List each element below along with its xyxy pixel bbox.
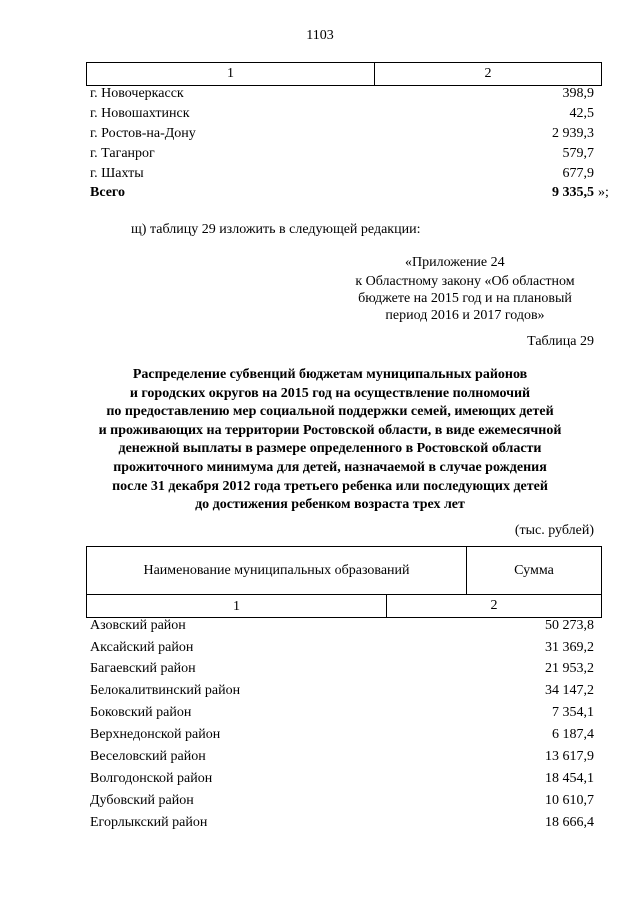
row-name: г. Новочеркасск	[90, 86, 184, 101]
row-value: 34 147,2	[545, 683, 594, 698]
amendment-paragraph: щ) таблицу 29 изложить в следующей редакции:	[131, 222, 421, 237]
row-value: 21 953,2	[545, 661, 594, 676]
heading-line: и городских округов на 2015 год на осуществление полномочий	[129, 385, 531, 401]
row-name: Аксайский район	[90, 640, 194, 655]
row-name: Егорлыкский район	[90, 815, 208, 830]
appendix-line: к Областному закону «Об областном	[355, 274, 575, 289]
row-value: 6 187,4	[552, 727, 594, 742]
row-value: 2 939,3	[552, 126, 594, 141]
table-row	[90, 661, 594, 681]
row-name: Боковский район	[90, 705, 192, 720]
row-value: 18 666,4	[545, 815, 594, 830]
row-value: 579,7	[562, 146, 594, 161]
table-row	[90, 683, 594, 703]
main-table-header	[86, 546, 602, 618]
total-value: 9 335,5	[552, 185, 594, 200]
table-row	[90, 86, 594, 106]
col-number-1: 1	[87, 595, 387, 617]
row-value: 18 454,1	[545, 771, 594, 786]
table-name: Таблица 29	[527, 334, 594, 349]
closing-quote: »;	[598, 185, 609, 200]
row-value: 31 369,2	[545, 640, 594, 655]
row-value: 7 354,1	[552, 705, 594, 720]
heading-line: до достижения ребенком возраста трех лет	[195, 497, 465, 513]
appendix-line: период 2016 и 2017 годов»	[385, 308, 545, 323]
row-name: Багаевский район	[90, 661, 196, 676]
row-name: Азовский район	[90, 618, 186, 633]
row-name: Верхнедонской район	[90, 727, 221, 742]
table-row	[90, 815, 594, 835]
table-row	[90, 618, 594, 638]
row-name: г. Таганрог	[90, 146, 155, 161]
heading-line: по предоставлению мер социальной поддержки семей, имеющих детей	[106, 404, 554, 420]
table-row	[90, 705, 594, 725]
top-table-col-2: 2	[484, 66, 492, 81]
row-value: 50 273,8	[545, 618, 594, 633]
row-value: 10 610,7	[545, 793, 594, 808]
total-label: Всего	[90, 185, 125, 200]
table-row	[90, 727, 594, 747]
table-row	[90, 166, 594, 186]
heading-line: прожиточного минимума для детей, назначаемой в случае рождения	[113, 459, 547, 475]
row-name: Веселовский район	[90, 749, 206, 764]
row-name: Белокалитвинский район	[90, 683, 241, 698]
row-value: 677,9	[562, 166, 594, 181]
row-name: г. Ростов-на-Дону	[90, 126, 196, 141]
heading-line: после 31 декабря 2012 года третьего ребенка или последующих детей	[112, 478, 548, 494]
table-row	[90, 126, 594, 146]
table-row	[90, 146, 594, 166]
table-row	[90, 749, 594, 769]
table-row	[90, 640, 594, 660]
page-number: 1103	[306, 28, 334, 43]
top-table-col-1: 1	[87, 63, 375, 85]
total-row	[90, 185, 594, 205]
col-number-2: 2	[490, 598, 498, 613]
table-row	[90, 793, 594, 813]
heading-line: и проживающих на территории Ростовской области, в виде ежемесячной	[98, 422, 562, 438]
table-row	[90, 771, 594, 791]
top-table-header	[86, 62, 602, 86]
row-name: г. Шахты	[90, 166, 144, 181]
appendix-line: бюджете на 2015 год и на плановый	[358, 291, 572, 306]
col-header-name: Наименование муниципальных образований	[87, 547, 467, 594]
col-header-sum: Сумма	[514, 562, 554, 578]
row-value: 42,5	[569, 106, 594, 121]
row-name: Дубовский район	[90, 793, 194, 808]
appendix-title: «Приложение 24	[405, 255, 505, 270]
row-value: 13 617,9	[545, 749, 594, 764]
units-label: (тыс. рублей)	[514, 523, 594, 538]
row-name: г. Новошахтинск	[90, 106, 190, 121]
table-heading	[60, 366, 600, 515]
heading-line: денежной выплаты в размере определенного в Ростовской области	[118, 441, 542, 457]
heading-line: Распределение субвенций бюджетам муниципальных районов	[132, 367, 528, 382]
row-name: Волгодонской район	[90, 771, 213, 786]
row-value: 398,9	[562, 86, 594, 101]
table-row	[90, 106, 594, 126]
